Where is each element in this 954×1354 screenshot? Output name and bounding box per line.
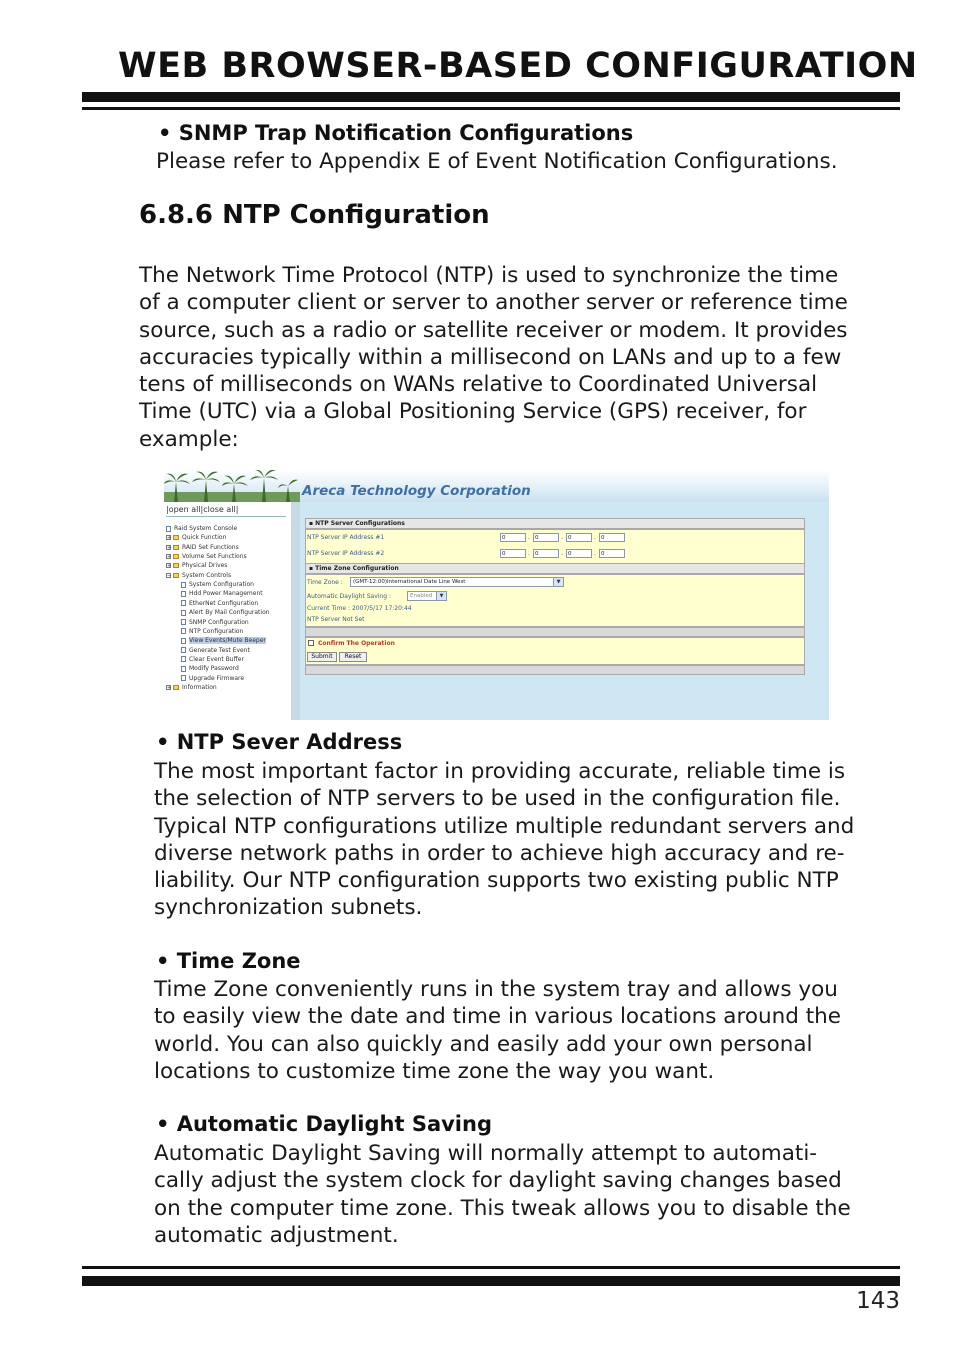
daylight-paragraph (154, 1140, 851, 1249)
folder-icon (173, 535, 179, 540)
daylight-line: automatic adjustment. (154, 1222, 399, 1248)
time-zone-value: (GMT-12:00)International Date Line West (353, 579, 466, 585)
doc-icon (181, 656, 186, 662)
ntp2-octet-3[interactable]: 0 (566, 549, 592, 558)
ntp-panel-title-text: NTP Server Configurations (315, 520, 405, 527)
ntp2-octet-2[interactable]: 0 (533, 549, 559, 558)
ntp-config-screenshot (164, 470, 829, 720)
doc-icon (166, 526, 171, 532)
ntp2-label: NTP Server IP Address #2 (307, 550, 385, 557)
tree-item-label: Generate Test Event (189, 646, 250, 654)
expand-icon[interactable]: + (167, 684, 172, 691)
ntp-address-line: diverse network paths in order to achieve high accuracy and re- (154, 840, 845, 866)
tree-item[interactable] (178, 656, 244, 663)
tree-item[interactable] (166, 572, 231, 579)
snmp-text-line: Please refer to Appendix E of Event Notification Configurations. (156, 149, 838, 174)
collapse-icon[interactable]: − (167, 572, 172, 579)
separator-bar (305, 627, 805, 637)
doc-icon (181, 591, 186, 597)
ntp-address-heading: • NTP Sever Address (156, 730, 403, 754)
tz-panel-title-text: Time Zone Configuration (315, 565, 399, 572)
tree-item[interactable] (178, 665, 239, 672)
ip-dot: . (594, 534, 596, 541)
daylight-line: Automatic Daylight Saving will normally attempt to automati- (154, 1141, 818, 1166)
daylight-saving-select[interactable] (407, 591, 447, 601)
ntp2-octet-4[interactable]: 0 (599, 549, 625, 558)
tree-item[interactable] (178, 647, 250, 654)
footer-rule-thick (82, 1276, 900, 1286)
ntp1-label: NTP Server IP Address #1 (307, 534, 385, 541)
snmp-heading: • SNMP Trap Notification Configurations (158, 121, 634, 145)
tree-item[interactable] (178, 675, 244, 682)
footer-rule-thin (82, 1266, 900, 1269)
expand-icon[interactable]: + (167, 535, 172, 542)
tree-item-label: View Events/Mute Beeper (189, 637, 266, 645)
tree-item-label: Upgrade Firmware (189, 674, 245, 682)
tree-item-label: Volume Set Functions (182, 553, 247, 561)
header-rule-thin (82, 107, 900, 110)
expand-icon[interactable]: + (167, 563, 172, 570)
ip-dot: . (528, 550, 530, 557)
ntp-address-paragraph (154, 758, 854, 922)
tree-item-label: Modify Password (189, 665, 239, 673)
palm-trees-logo (164, 470, 300, 502)
footer-bar (305, 665, 805, 675)
ntp-address-line: The most important factor in providing accurate, reliable time is (154, 759, 846, 784)
tree-item[interactable] (178, 600, 258, 607)
tz-panel-title: ▪ Time Zone Configuration (305, 563, 805, 574)
tree-item-label: SNMP Configuration (189, 618, 249, 626)
ntp1-octet-1[interactable]: 0 (500, 533, 526, 542)
folder-icon (173, 685, 179, 690)
ntp1-octet-4[interactable]: 0 (599, 533, 625, 542)
ip-dot: . (594, 550, 596, 557)
ntp1-octet-2[interactable]: 0 (533, 533, 559, 542)
intro-line: source, such as a radio or satellite receiver or modem. It provides (139, 317, 848, 343)
submit-button[interactable]: Submit (307, 652, 337, 662)
ip-dot: . (561, 534, 563, 541)
tree-item-label: Raid System Console (174, 525, 238, 532)
tree-item-label: System Controls (182, 571, 232, 579)
snmp-text (156, 148, 838, 175)
tree-item-label: NTP Configuration (189, 627, 244, 635)
ntp-address-line: liability. Our NTP configuration supports two existing public NTP (154, 868, 839, 894)
ip-dot: . (561, 550, 563, 557)
ntp1-octet-3[interactable]: 0 (566, 533, 592, 542)
intro-paragraph (139, 262, 848, 453)
tree-item[interactable] (166, 544, 239, 551)
time-zone-line: world. You can also quickly and easily add your own personal (154, 1031, 813, 1057)
tree-item[interactable] (178, 628, 243, 635)
intro-line: of a computer client or server to another server or reference time (139, 290, 848, 316)
ntp2-octet-1[interactable]: 0 (500, 549, 526, 558)
time-zone-heading: • Time Zone (156, 949, 301, 973)
ntp-panel-title: ▪ NTP Server Configurations (305, 518, 805, 529)
nav-tree-divider (291, 502, 300, 720)
intro-line: example: (139, 426, 239, 452)
tree-item-label: RAID Set Functions (182, 543, 239, 551)
page-number: 143 (856, 1288, 900, 1314)
daylight-line: on the computer time zone. This tweak allows you to disable the (154, 1195, 851, 1221)
daylight-line: cally adjust the system clock for daylight saving changes based (154, 1168, 842, 1194)
tree-item-label: Clear Event Buffer (189, 655, 244, 663)
ntp-address-line: synchronization subnets. (154, 895, 423, 921)
time-zone-paragraph (154, 976, 841, 1085)
confirm-label: Confirm The Operation (318, 640, 395, 647)
intro-line: Time (UTC) via a Global Positioning Service (GPS) receiver, for (139, 399, 807, 425)
doc-icon (181, 600, 186, 606)
reset-button[interactable]: Reset (339, 652, 367, 662)
ntp-status: NTP Server Not Set (307, 616, 365, 623)
daylight-saving-value: Enabled (410, 593, 433, 599)
folder-icon (173, 554, 179, 559)
tree-item-label: Quick Function (182, 534, 227, 542)
company-name: Areca Technology Corporation (302, 483, 531, 499)
tree-item-label: Alert By Mail Configuration (189, 609, 270, 617)
tree-item-label: System Configuration (189, 581, 254, 589)
tree-item[interactable] (166, 562, 227, 569)
tree-item[interactable] (178, 637, 266, 644)
time-zone-line: to easily view the date and time in various locations around the (154, 1004, 842, 1030)
ntp-address-line: the selection of NTP servers to be used in the configuration file. (154, 786, 841, 812)
tree-item[interactable] (166, 684, 217, 691)
doc-icon (181, 647, 186, 653)
tz-label: Time Zone : (307, 579, 343, 586)
doc-icon (181, 675, 186, 681)
doc-icon (181, 638, 186, 644)
tree-item[interactable] (166, 534, 226, 541)
chevron-down-icon: ▼ (553, 578, 563, 586)
confirm-checkbox[interactable] (308, 640, 314, 646)
doc-icon (181, 619, 186, 625)
doc-icon (181, 666, 186, 672)
intro-line: tens of milliseconds on WANs relative to Coordinated Universal (139, 372, 818, 398)
folder-icon (173, 563, 179, 568)
doc-icon (181, 610, 186, 616)
chevron-down-icon: ▼ (436, 592, 446, 600)
tree-item[interactable] (166, 525, 237, 532)
folder-icon (173, 545, 179, 550)
tree-item-label: Physical Drives (182, 562, 228, 570)
folder-icon (173, 573, 179, 578)
doc-icon (181, 628, 186, 634)
tree-item[interactable] (178, 590, 263, 597)
doc-icon (181, 582, 186, 588)
header-rule-thick (82, 92, 900, 102)
tree-item-label: Information (182, 683, 217, 691)
tree-separator (166, 516, 286, 517)
expand-icon[interactable]: + (167, 554, 172, 561)
current-time: Current Time : 2007/5/17 17:20:44 (307, 605, 412, 612)
tree-item-label: EtherNet Configuration (189, 599, 259, 607)
ip-dot: . (528, 534, 530, 541)
time-zone-select[interactable] (350, 577, 564, 587)
open-close-all-links[interactable]: |open all|close all| (166, 505, 239, 514)
section-title: 6.8.6 NTP Configuration (139, 200, 490, 230)
time-zone-line: Time Zone conveniently runs in the system tray and allows you (154, 977, 838, 1002)
tree-item-label: Hdd Power Management (189, 590, 263, 598)
ntp-address-line: Typical NTP configurations utilize multiple redundant servers and (154, 813, 855, 839)
tree-item[interactable] (178, 619, 249, 626)
daylight-heading: • Automatic Daylight Saving (156, 1112, 492, 1136)
intro-line: accuracies typically within a millisecond on LANs and up to a few (139, 344, 842, 370)
tree-item[interactable] (166, 553, 247, 560)
intro-line: The Network Time Protocol (NTP) is used to synchronize the time (139, 263, 839, 288)
time-zone-line: locations to customize time zone the way you want. (154, 1058, 715, 1084)
tree-item[interactable] (178, 609, 270, 616)
page-header-title: WEB BROWSER-BASED CONFIGURATION (118, 46, 918, 86)
tree-item[interactable] (178, 581, 254, 588)
ads-label: Automatic Daylight Saving : (307, 593, 391, 600)
expand-icon[interactable]: + (167, 544, 172, 551)
